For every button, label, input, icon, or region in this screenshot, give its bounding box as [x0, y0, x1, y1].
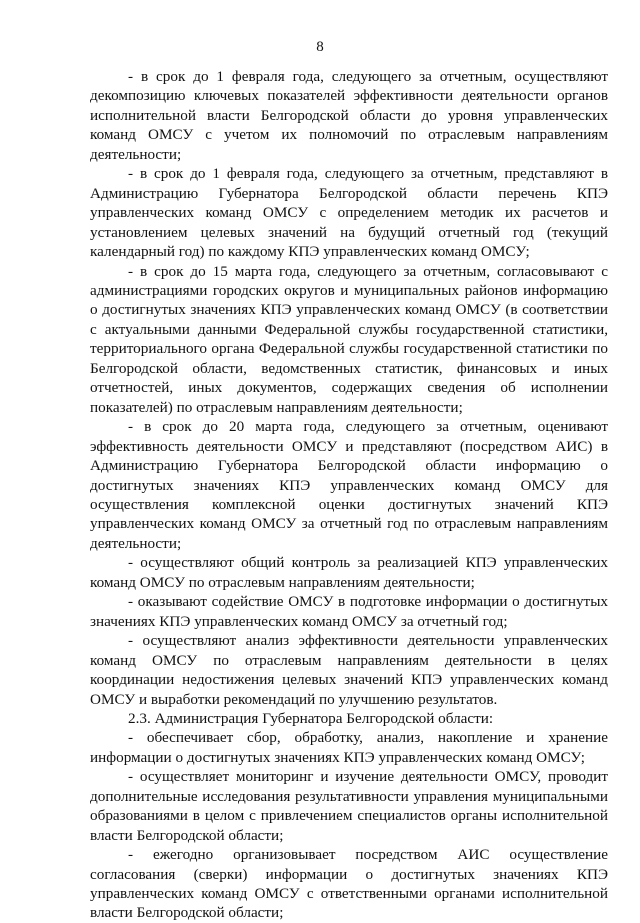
- paragraph-assistance: - оказывают содействие ОМСУ в подготовке информации о достигнутых значениях КПЭ управленческих команд ОМСУ за отчетный год;: [90, 593, 608, 630]
- paragraph-agree-information: - в срок до 15 марта года, следующего за отчетным, согласовывают с администрациями городских округов и муниципальных районов информацию о достигнутых значениях КПЭ управленческих команд ОМСУ (в соответствии с актуальными данными Федеральной службы государственной статистики, территориального органа Федеральной службы государственной статистики по Белгородской области, ведомственных статистик, финансовых и иных отчетностей, иных документов, содержащих сведения об исполнении показателей) по отраслевым направлениям деятельности;: [90, 262, 608, 416]
- paragraph-collect-information: - обеспечивает сбор, обработку, анализ, накопление и хранение информации о достигнутых значениях КПЭ управленческих команд ОМСУ;: [90, 729, 608, 766]
- section-heading-2-3: 2.3. Администрация Губернатора Белгородской области:: [128, 709, 494, 727]
- paragraph-evaluate-efficiency: - в срок до 20 марта года, следующего за отчетным, оценивают эффективность деятельности ОМСУ и представляют (посредством АИС) в Администрацию Губернатора Белгородской области информацию о достигнутых значениях КПЭ управленческих команд ОМСУ для осуществления комплексной оценки достигнутых значений КПЭ управленческих команд ОМСУ за отчетный год по отраслевым направлениям деятельности;: [90, 418, 608, 552]
- page-number: 8: [316, 39, 324, 55]
- paragraph-general-control: - осуществляют общий контроль за реализацией КПЭ управленческих команд ОМСУ по отраслевым направлениям деятельности;: [90, 554, 608, 591]
- document-body: [90, 67, 608, 923]
- paragraph-annual-reconciliation: - ежегодно организовывает посредством АИС осуществление согласования (сверки) информации о достигнутых значениях КПЭ управленческих команд ОМСУ с ответственными органами исполнительной власти Белгородской области;: [90, 846, 608, 922]
- paragraph-submit-kpi-list: - в срок до 1 февраля года, следующего за отчетным, представляют в Администрацию Губернатора Белгородской области перечень КПЭ управленческих команд ОМСУ с определением методик их расчетов и установлением целевых значений на будущий отчетный год (текущий календарный год) по каждому КПЭ управленческих команд ОМСУ;: [90, 165, 608, 261]
- paragraph-analysis: - осуществляют анализ эффективности деятельности управленческих команд ОМСУ по отраслевым направлениям деятельности в целях координации недостижения целевых значений КПЭ управленческих команд ОМСУ и выработки рекомендаций по улучшению результатов.: [90, 632, 608, 708]
- paragraph-monitoring: - осуществляет мониторинг и изучение деятельности ОМСУ, проводит дополнительные исследования результативности управления муниципальными образованиями в целом с привлечением специалистов органы исполнительной власти Белгородской области;: [90, 768, 608, 844]
- paragraph-decomposition-kpi: - в срок до 1 февраля года, следующего за отчетным, осуществляют декомпозицию ключевых показателей эффективности деятельности органов исполнительной власти Белгородской области до уровня управленческих команд ОМСУ с учетом их полномочий по отраслевым направлениям деятельности;: [90, 68, 608, 163]
